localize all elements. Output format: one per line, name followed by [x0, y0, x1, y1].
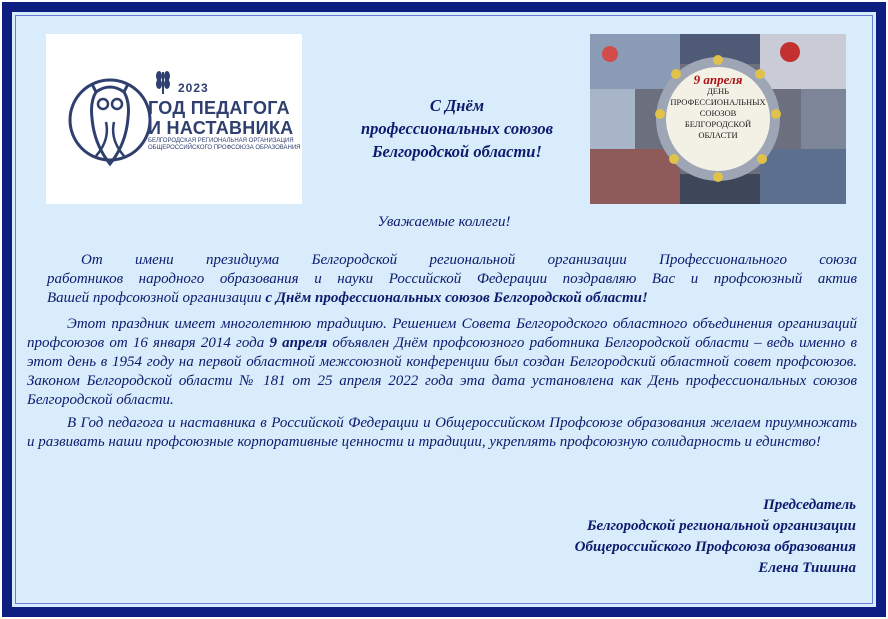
photo-date-label: 9 апреля	[693, 72, 743, 87]
logo-subtitle-line2: ОБЩЕРОССИЙСКОГО ПРОФСОЮЗА ОБРАЗОВАНИЯ	[148, 145, 301, 151]
signature-org-line2: Общероссийского Профсоюза образования	[574, 539, 856, 555]
owl-logo-icon	[66, 62, 154, 174]
paragraph-1-line3: Вашей профсоюзной организации	[47, 290, 266, 306]
paragraph-3-text: В Год педагога и наставника в Российской Федерации и Общероссийском Профсоюзе образования желаем приумножать и развивать наши профсоюзные корпоративные ценности и традиции, укреплять профсоюзную солидарность и единство!	[27, 415, 857, 450]
paragraph-2-part2: объявлен Днём профсоюзного работника Белгородской области – ведь именно в этот день в 1954 году на первой областной межсоюзной конференции был создан Белгородский областной совет профсоюзов. Законом Белгородской области № 181 от 25 апреля 2022 года эта дата установлена как День профессиональных союзов Белгородской области.	[27, 335, 857, 408]
logo-subtitle-line1: БЕЛГОРОДСКАЯ РЕГИОНАЛЬНАЯ ОРГАНИЗАЦИЯ	[148, 138, 294, 144]
paragraph-2-part1: Этот праздник имеет многолетнюю традицию. Решением Совета Белгородского областного объединения организаций профсоюзов от 16 января 2014 года	[27, 316, 857, 351]
letter-frame	[2, 2, 886, 617]
photo-caption	[668, 86, 768, 141]
photo-caption-line1: ДЕНЬ	[706, 86, 729, 96]
photo-caption-line5: ОБЛАСТИ	[698, 130, 738, 140]
signature-org-line1: Белгородской региональной организации	[587, 518, 856, 534]
paragraph-1-line2: работников народного образования и науки Российской Федерации поздравляю Вас и профсоюзный актив	[47, 271, 857, 287]
page-title	[312, 94, 602, 163]
photo-caption-line4: БЕЛГОРОДСКОЙ	[684, 119, 752, 129]
title-line3: Белгородской области!	[372, 142, 542, 161]
logo-title-line1: ГОД ПЕДАГОГА	[148, 98, 290, 118]
signature-block	[456, 495, 856, 579]
paragraph-2-bold-date: 9 апреля	[269, 335, 328, 351]
photo-caption-line2: ПРОФЕССИОНАЛЬНЫХ	[670, 97, 766, 107]
photo-caption-line3: СОЮЗОВ	[699, 108, 737, 118]
paragraph-3	[27, 414, 857, 452]
year-of-teacher-logo	[46, 34, 302, 204]
logo-title-line2: И НАСТАВНИКА	[148, 118, 294, 138]
paragraph-1	[27, 251, 857, 308]
title-line1: С Днём	[429, 96, 485, 115]
signature-name: Елена Тишина	[758, 560, 856, 576]
logo-year: 2023	[178, 81, 209, 95]
title-line2: профессиональных союзов	[360, 119, 554, 138]
signature-position: Председатель	[763, 497, 856, 513]
collage-photo	[590, 34, 846, 204]
paragraph-1-line1: От имени президиума Белгородской региональной организации Профессионального союза	[81, 252, 857, 268]
greeting: Уважаемые коллеги!	[377, 214, 511, 230]
paragraph-2	[27, 315, 857, 410]
wheat-icon	[152, 68, 174, 94]
paragraph-1-bold: с Днём профессиональных союзов Белгородской области!	[265, 290, 648, 306]
logo-subtitle	[148, 138, 301, 152]
